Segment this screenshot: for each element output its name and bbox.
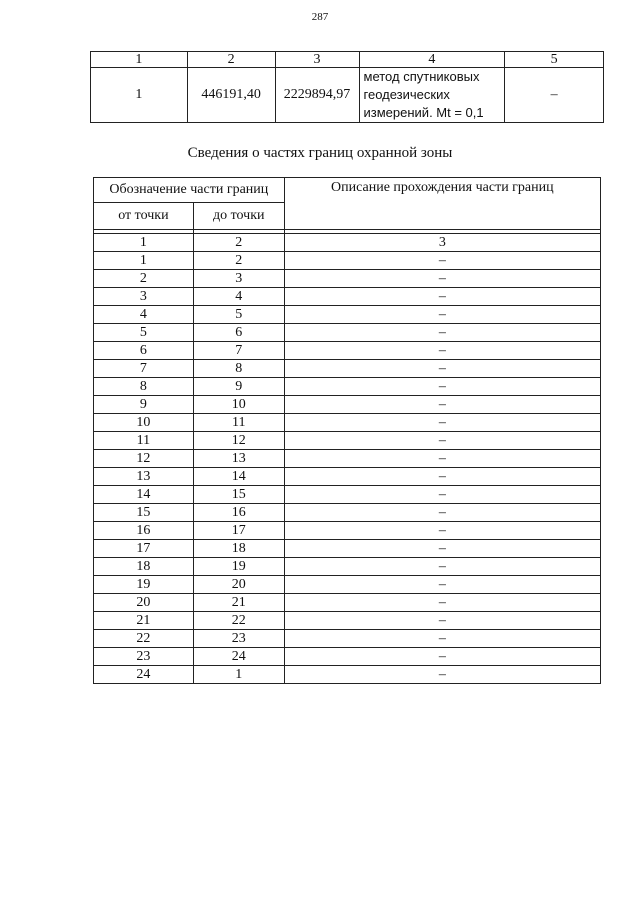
from-point-cell: 8 — [94, 378, 194, 396]
table-row — [94, 396, 601, 414]
from-point-cell: 10 — [94, 414, 194, 432]
to-point-cell: 13 — [193, 450, 284, 468]
to-point-cell: 12 — [193, 432, 284, 450]
table-row — [94, 630, 601, 648]
table-row — [94, 504, 601, 522]
to-point-cell: 16 — [193, 504, 284, 522]
table-row — [94, 594, 601, 612]
method-cell — [359, 68, 505, 123]
table-row — [94, 432, 601, 450]
from-point-cell: 23 — [94, 648, 194, 666]
to-point-cell: 3 — [193, 270, 284, 288]
description-cell: – — [284, 522, 600, 540]
to-point-cell: 11 — [193, 414, 284, 432]
description-cell: – — [284, 342, 600, 360]
to-point-cell: 14 — [193, 468, 284, 486]
header-to-cell: до точки — [193, 203, 284, 230]
description-cell: – — [284, 360, 600, 378]
to-point-cell: 8 — [193, 360, 284, 378]
table-row — [94, 522, 601, 540]
to-point-cell: 10 — [193, 396, 284, 414]
coordinates-data-row — [91, 68, 604, 123]
from-point-cell: 4 — [94, 306, 194, 324]
from-point-cell: 1 — [94, 252, 194, 270]
from-point-cell: 15 — [94, 504, 194, 522]
from-point-cell: 12 — [94, 450, 194, 468]
from-point-cell: 21 — [94, 612, 194, 630]
description-cell: – — [284, 486, 600, 504]
from-point-cell: 5 — [94, 324, 194, 342]
column-number-cell: 1 — [91, 52, 188, 68]
y-coordinate-cell: 2229894,97 — [275, 68, 359, 123]
table-row — [94, 540, 601, 558]
table-row — [94, 324, 601, 342]
from-point-cell: 6 — [94, 342, 194, 360]
table-row — [94, 558, 601, 576]
table-row — [94, 360, 601, 378]
to-point-cell: 4 — [193, 288, 284, 306]
from-point-cell: 18 — [94, 558, 194, 576]
description-cell: – — [284, 450, 600, 468]
description-cell: – — [284, 252, 600, 270]
to-point-cell: 7 — [193, 342, 284, 360]
table-row — [94, 576, 601, 594]
column-number-cell: 3 — [284, 234, 600, 252]
column-number-cell: 1 — [94, 234, 194, 252]
description-cell: – — [284, 666, 600, 684]
table-row — [94, 288, 601, 306]
coordinates-header-row — [91, 52, 604, 68]
description-cell: – — [284, 576, 600, 594]
from-point-cell: 3 — [94, 288, 194, 306]
column-number-cell: 3 — [275, 52, 359, 68]
from-point-cell: 20 — [94, 594, 194, 612]
table-row — [94, 468, 601, 486]
column-number-cell: 2 — [187, 52, 275, 68]
table-row — [94, 648, 601, 666]
to-point-cell: 9 — [193, 378, 284, 396]
column-number-cell: 4 — [359, 52, 505, 68]
description-cell: – — [284, 594, 600, 612]
coordinates-table — [90, 51, 604, 123]
description-cell: – — [284, 558, 600, 576]
table-row — [94, 450, 601, 468]
to-point-cell: 17 — [193, 522, 284, 540]
column-numbers-row — [94, 234, 601, 252]
page-number: 287 — [311, 11, 329, 23]
x-coordinate-cell: 446191,40 — [187, 68, 275, 123]
section-title: Сведения о частях границ охранной зоны — [187, 145, 453, 161]
from-point-cell: 13 — [94, 468, 194, 486]
description-cell: – — [284, 648, 600, 666]
method-line: метод спутниковых — [363, 69, 480, 84]
from-point-cell: 16 — [94, 522, 194, 540]
description-cell: – — [284, 396, 600, 414]
description-cell: – — [284, 504, 600, 522]
to-point-cell: 18 — [193, 540, 284, 558]
description-cell: – — [284, 468, 600, 486]
description-cell: – — [284, 306, 600, 324]
to-point-cell: 19 — [193, 558, 284, 576]
table-row — [94, 252, 601, 270]
from-point-cell: 17 — [94, 540, 194, 558]
header-description-cell: Описание прохождения части границ — [284, 178, 600, 230]
column-number-cell: 2 — [193, 234, 284, 252]
method-line: геодезических — [363, 87, 450, 102]
from-point-cell: 22 — [94, 630, 194, 648]
table-row — [94, 612, 601, 630]
description-cell: – — [284, 612, 600, 630]
description-cell: – — [284, 414, 600, 432]
to-point-cell: 23 — [193, 630, 284, 648]
to-point-cell: 20 — [193, 576, 284, 594]
description-cell: – — [284, 288, 600, 306]
to-point-cell: 1 — [193, 666, 284, 684]
to-point-cell: 5 — [193, 306, 284, 324]
point-number-cell: 1 — [91, 68, 188, 123]
to-point-cell: 21 — [193, 594, 284, 612]
method-line: измерений. Mt = 0,1 — [363, 105, 484, 120]
from-point-cell: 9 — [94, 396, 194, 414]
table-row — [94, 270, 601, 288]
header-from-cell: от точки — [94, 203, 194, 230]
from-point-cell: 11 — [94, 432, 194, 450]
description-cell: – — [284, 432, 600, 450]
description-cell: – — [284, 630, 600, 648]
table-row — [94, 486, 601, 504]
from-point-cell: 19 — [94, 576, 194, 594]
description-cell: – — [284, 324, 600, 342]
to-point-cell: 24 — [193, 648, 284, 666]
from-point-cell: 2 — [94, 270, 194, 288]
table-row — [94, 666, 601, 684]
column-number-cell: 5 — [505, 52, 604, 68]
description-cell: – — [284, 540, 600, 558]
to-point-cell: 2 — [193, 252, 284, 270]
to-point-cell: 22 — [193, 612, 284, 630]
from-point-cell: 24 — [94, 666, 194, 684]
boundary-parts-table — [93, 177, 601, 684]
table-row — [94, 414, 601, 432]
from-point-cell: 7 — [94, 360, 194, 378]
from-point-cell: 14 — [94, 486, 194, 504]
description-cell: – — [505, 68, 604, 123]
table-row — [94, 306, 601, 324]
to-point-cell: 6 — [193, 324, 284, 342]
to-point-cell: 15 — [193, 486, 284, 504]
description-cell: – — [284, 270, 600, 288]
table-row — [94, 342, 601, 360]
table-row — [94, 378, 601, 396]
header-group-cell: Обозначение части границ — [94, 178, 285, 203]
parts-header-row — [94, 178, 601, 203]
description-cell: – — [284, 378, 600, 396]
